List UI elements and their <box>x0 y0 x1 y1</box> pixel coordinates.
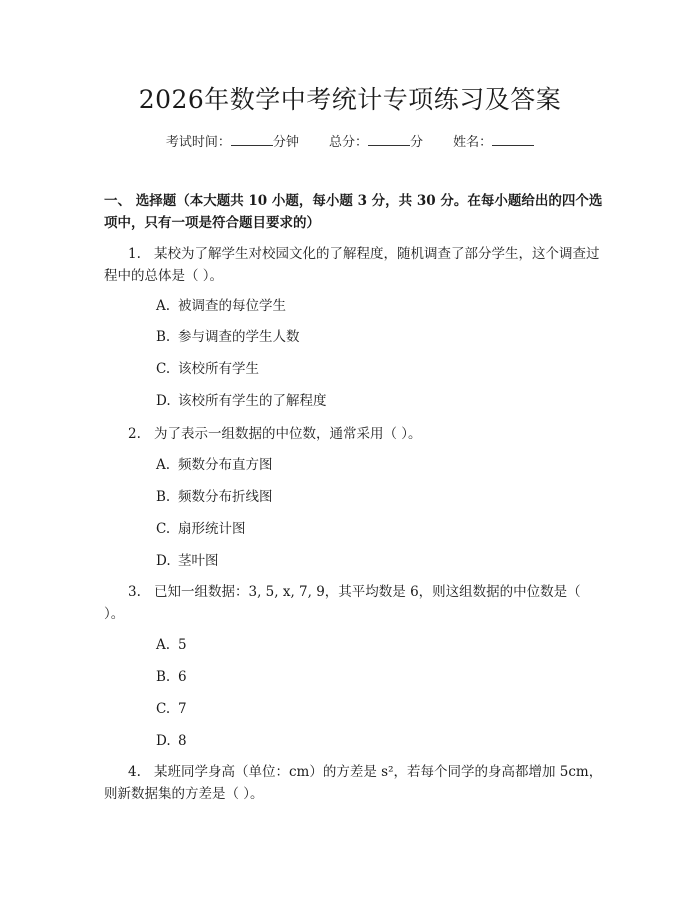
option-text: 7 <box>178 701 187 717</box>
question-1 <box>104 243 604 287</box>
option-2d <box>156 551 219 571</box>
time-unit: 分钟 <box>272 135 299 150</box>
option-letter: A. <box>156 457 171 473</box>
question-number: 3. <box>128 584 141 600</box>
question-4 <box>104 761 604 805</box>
option-text: 被调查的每位学生 <box>178 298 286 314</box>
question-number: 2. <box>128 426 141 442</box>
option-1b <box>156 327 300 347</box>
question-text: 某校为了解学生对校园文化的了解程度，随机调查了部分学生，这个调查过程中的总体是（ ）。 <box>104 246 600 284</box>
option-letter: D. <box>156 553 171 569</box>
score-unit: 分 <box>410 135 424 150</box>
exam-score <box>329 131 423 150</box>
option-letter: C. <box>156 521 171 537</box>
exam-meta <box>0 131 700 150</box>
option-text: 8 <box>178 733 187 749</box>
question-number: 4. <box>128 764 141 780</box>
time-blank <box>231 133 273 146</box>
score-label: 总分： <box>328 135 368 150</box>
option-text: 扇形统计图 <box>178 521 246 537</box>
question-text: 某班同学身高（单位：cm）的方差是 s²，若每个同学的身高都增加 5cm，则新数据集的方差是（ ）。 <box>104 764 603 802</box>
option-3c <box>156 699 187 719</box>
option-text: 频数分布直方图 <box>178 457 273 473</box>
time-label: 考试时间： <box>165 135 231 150</box>
option-2a <box>156 455 273 475</box>
question-3 <box>104 581 604 625</box>
option-2c <box>156 519 246 539</box>
option-3d <box>156 731 187 751</box>
question-text: 已知一组数据：3, 5, x, 7, 9，其平均数是 6，则这组数据的中位数是（ ）。 <box>104 584 581 622</box>
option-text: 茎叶图 <box>178 553 219 569</box>
name-blank <box>492 133 534 146</box>
question-text: 为了表示一组数据的中位数，通常采用（ ）。 <box>154 426 422 442</box>
question-2 <box>104 423 604 445</box>
option-letter: B. <box>156 329 171 345</box>
option-1c <box>156 359 259 379</box>
section-heading: 一、 选择题（本大题共 10 小题，每小题 3 分，共 30 分。在每小题给出的四个选项中，只有一项是符合题目要求的） <box>104 193 603 231</box>
score-blank <box>368 133 410 146</box>
option-text: 5 <box>178 637 187 653</box>
option-3a <box>156 635 187 655</box>
option-text: 该校所有学生的了解程度 <box>178 393 327 409</box>
option-letter: C. <box>156 361 171 377</box>
option-1d <box>156 391 327 411</box>
option-letter: D. <box>156 733 171 749</box>
option-text: 频数分布折线图 <box>178 489 273 505</box>
page-title: 2026年数学中考统计专项练习及答案 <box>138 85 562 114</box>
option-letter: B. <box>156 489 171 505</box>
option-letter: D. <box>156 393 171 409</box>
exam-name <box>453 131 534 150</box>
option-1a <box>156 296 286 316</box>
option-3b <box>156 667 187 687</box>
option-letter: A. <box>156 637 171 653</box>
option-text: 参与调查的学生人数 <box>178 329 300 345</box>
option-2b <box>156 487 273 507</box>
option-letter: A. <box>156 298 171 314</box>
option-letter: B. <box>156 669 171 685</box>
question-number: 1. <box>128 246 141 262</box>
option-letter: C. <box>156 701 171 717</box>
option-text: 该校所有学生 <box>178 361 259 377</box>
exam-time <box>166 131 299 150</box>
name-label: 姓名： <box>453 135 493 150</box>
option-text: 6 <box>178 669 187 685</box>
